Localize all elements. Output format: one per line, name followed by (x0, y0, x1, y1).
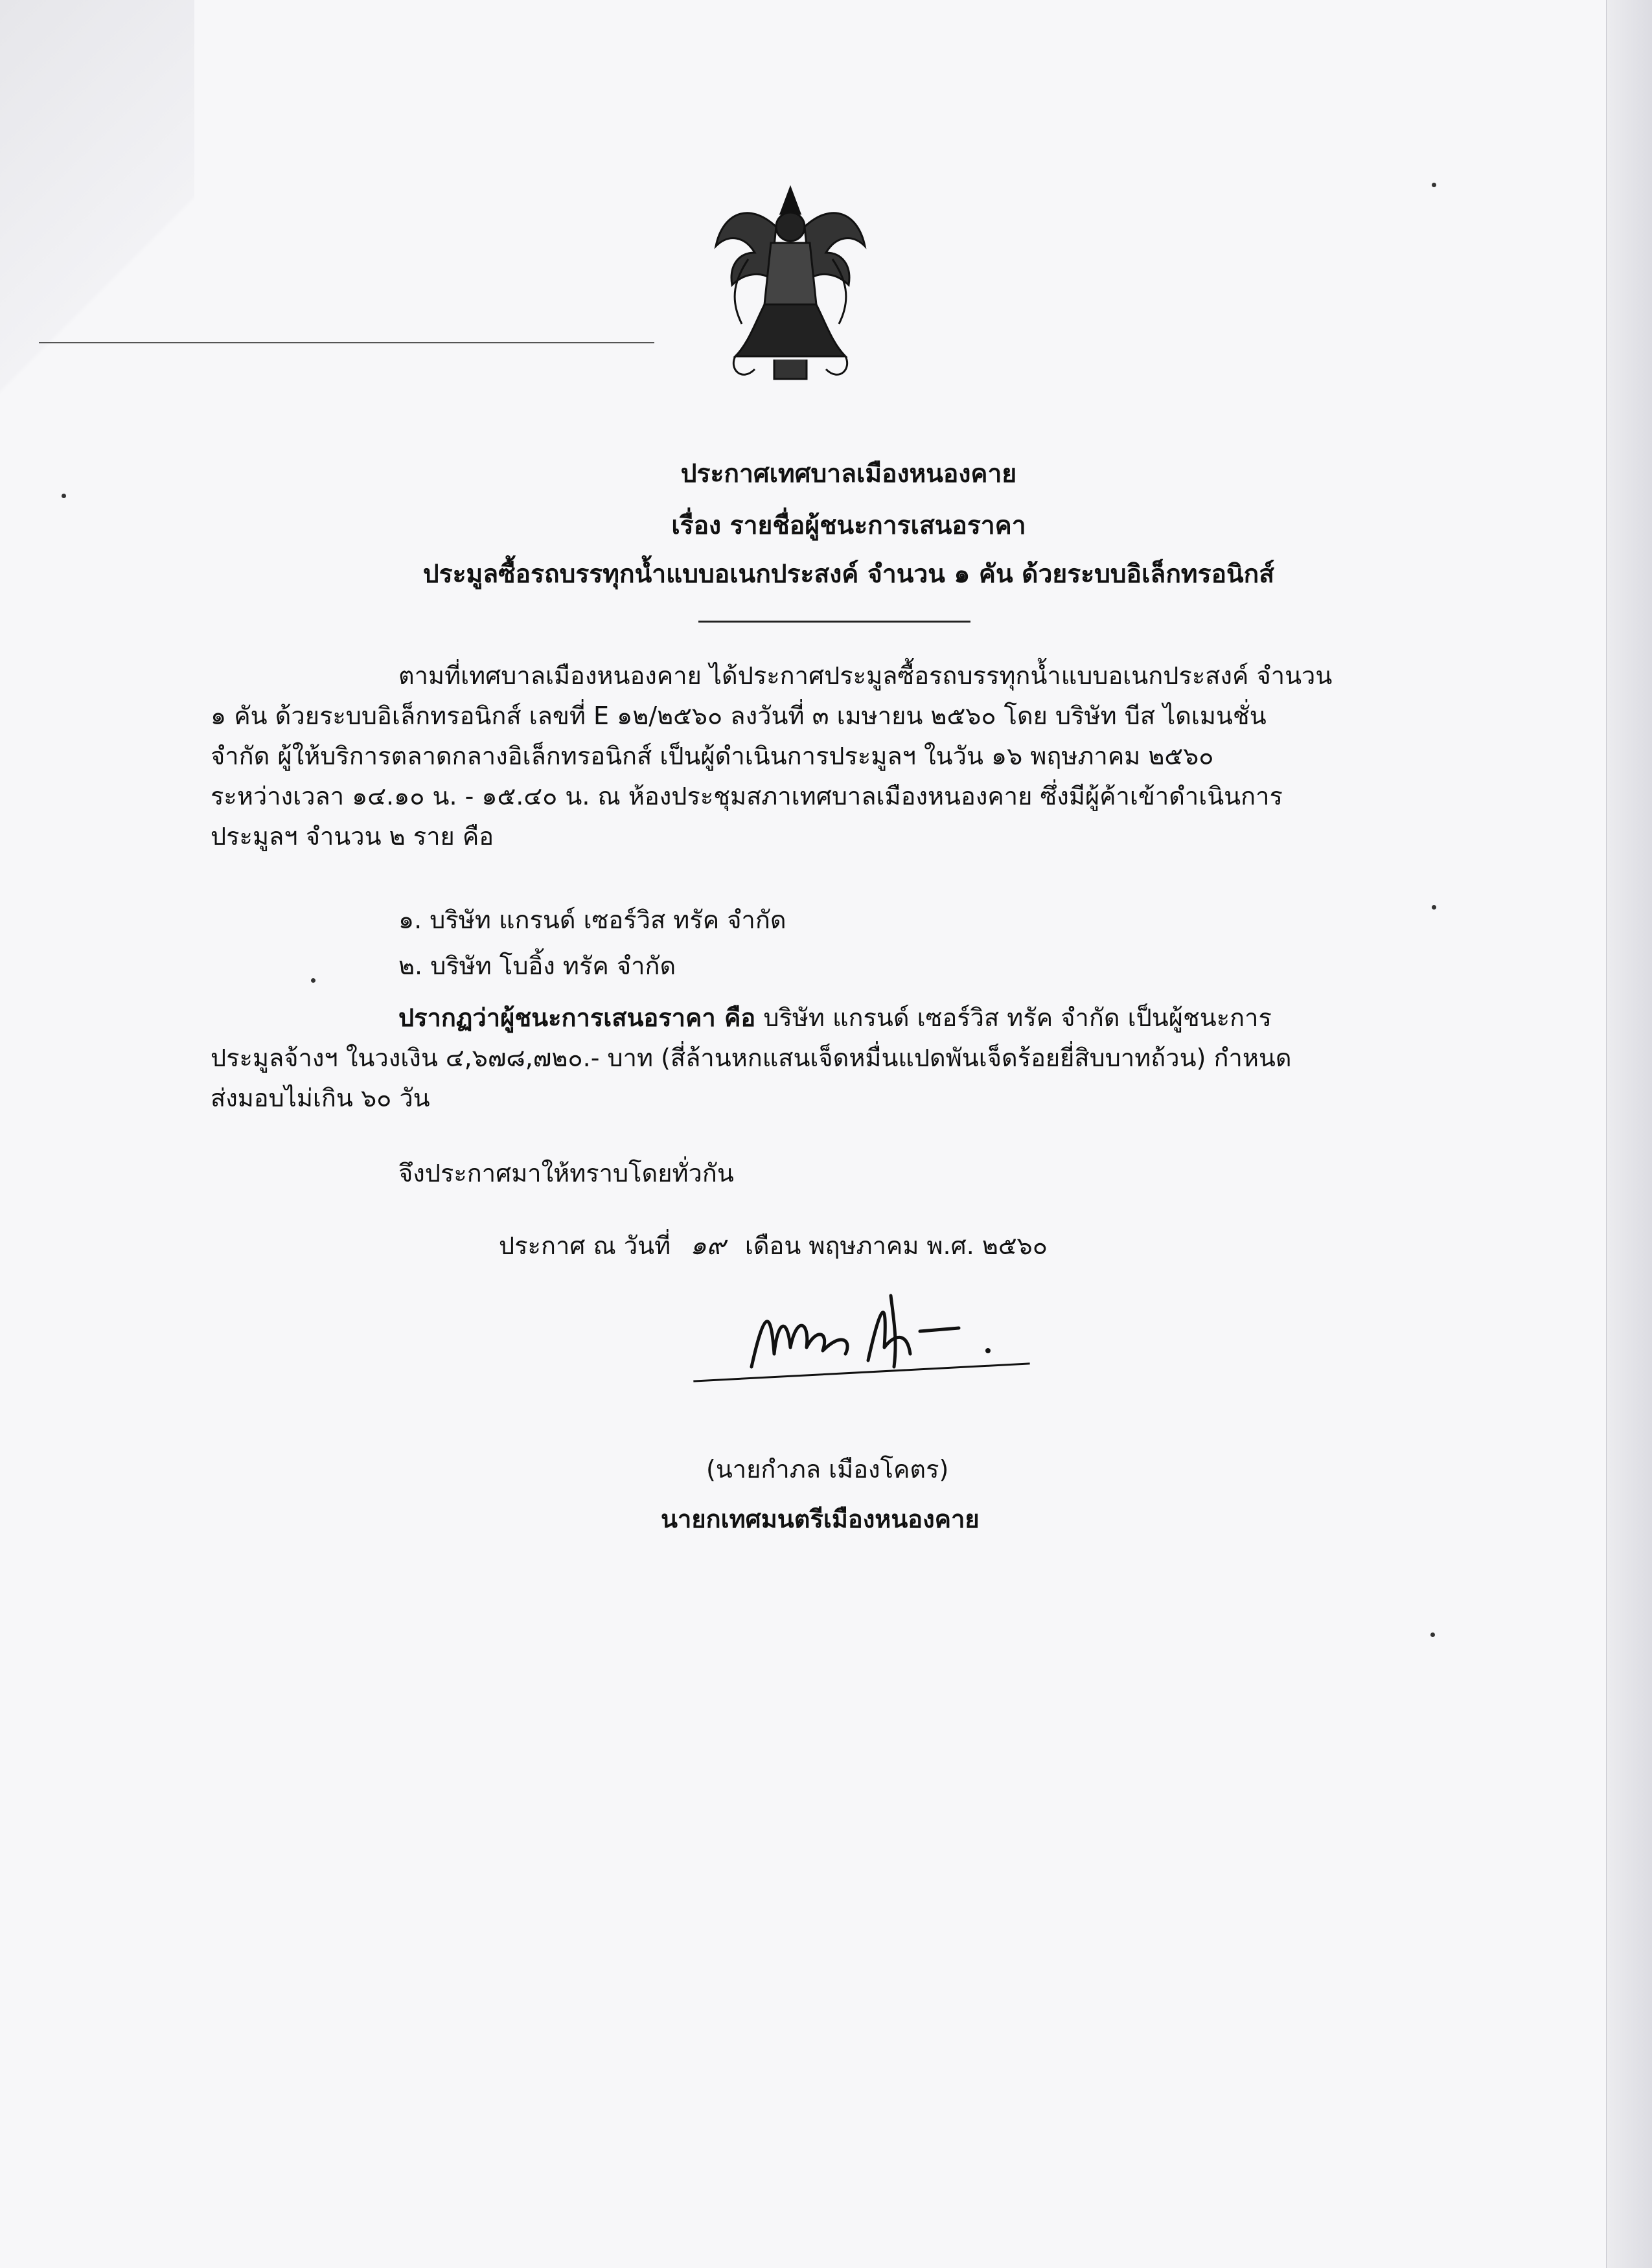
body-paragraph-2 (211, 998, 1292, 1118)
paragraph-line: ประมูลฯ จำนวน ๒ ราย คือ (211, 822, 494, 851)
handwritten-signature (739, 1270, 1037, 1393)
paragraph-line: ระหว่างเวลา ๑๔.๑๐ น. - ๑๕.๔๐ น. ณ ห้องประชุมสภาเทศบาลเมืองหนองคาย ซึ่งมีผู้ค้าเข้าดำเนินการ (211, 782, 1283, 810)
bidder-list-item: ๑. บริษัท แกรนด์ เซอร์วิส ทรัค จำกัด (398, 906, 786, 934)
announcement-date (499, 1226, 1048, 1266)
closing-statement: จึงประกาศมาให้ทราบโดยทั่วกัน (398, 1159, 734, 1187)
paragraph-line: ๑ คัน ด้วยระบบอิเล็กทรอนิกส์ เลขที่ E ๑๒/๒๕๖๐ ลงวันที่ ๓ เมษายน ๒๕๖๐ โดย บริษัท บีส ไดเมนชั่น (211, 702, 1267, 730)
fold-shadow-line (39, 342, 654, 343)
paragraph-line: จำกัด ผู้ให้บริการตลาดกลางอิเล็กทรอนิกส์ เป็นผู้ดำเนินการประมูลฯ ในวัน ๑๖ พฤษภาคม ๒๕๖๐ (211, 742, 1214, 770)
paragraph-line: ประมูลจ้างฯ ในวงเงิน ๔,๖๗๘,๗๒๐.- บาท (สี่ล้านหกแสนเจ็ดหมื่นแปดพันเจ็ดร้อยยี่สิบบาทถ้วน) กำหนด (211, 1044, 1292, 1072)
date-day-handwritten: ๑๙ (690, 1231, 726, 1261)
announcement-title: ประกาศเทศบาลเมืองหนองคาย (680, 459, 1017, 488)
date-suffix: เดือน พฤษภาคม พ.ศ. ๒๕๖๐ (744, 1231, 1048, 1260)
winner-name: บริษัท แกรนด์ เซอร์วิส ทรัค จำกัด เป็นผู้ชนะการ (755, 1003, 1272, 1032)
date-prefix: ประกาศ ณ วันที่ (499, 1231, 671, 1260)
bidder-list-item: ๒. บริษัท โบอิ้ง ทรัค จำกัด (398, 952, 676, 980)
scan-speck (311, 978, 315, 983)
body-paragraph-1 (211, 656, 1416, 856)
announcement-subject-detail: ประมูลซื้อรถบรรทุกน้ำแบบอเนกประสงค์ จำนวน ๑ คัน ด้วยระบบอิเล็กทรอนิกส์ (422, 560, 1275, 589)
scan-speck (1430, 1632, 1435, 1637)
title-underline (698, 621, 970, 623)
paragraph-line: ตามที่เทศบาลเมืองหนองคาย ได้ประกาศประมูลซื้อรถบรรทุกน้ำแบบอเนกประสงค์ จำนวน (398, 661, 1333, 690)
scan-page-fold (0, 0, 194, 453)
paragraph-line: ส่งมอบไม่เกิน ๖๐ วัน (211, 1084, 430, 1112)
signer-title: นายกเทศมนตรีเมืองหนองคาย (661, 1505, 980, 1533)
announcement-subject: เรื่อง รายชื่อผู้ชนะการเสนอราคา (671, 511, 1026, 540)
winner-lead: ปรากฏว่าผู้ชนะการเสนอราคา คือ (398, 1003, 756, 1032)
scan-speck (1432, 183, 1436, 187)
garuda-emblem-icon (709, 175, 871, 389)
scan-edge (1606, 0, 1652, 2268)
signer-name: (นายกำภล เมืองโคตร) (706, 1455, 949, 1483)
scan-speck (62, 494, 66, 498)
scan-speck (1432, 905, 1436, 910)
